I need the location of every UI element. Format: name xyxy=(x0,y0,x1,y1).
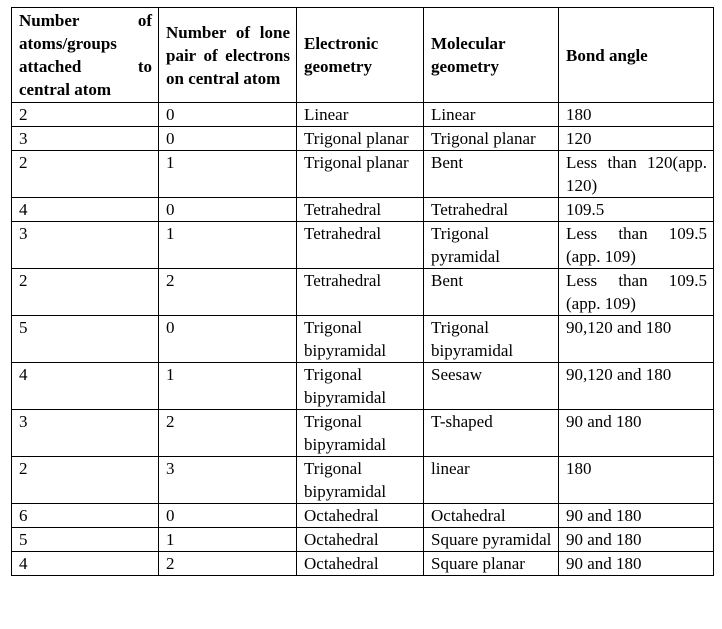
cell-atoms: 5 xyxy=(12,316,159,363)
table-row xyxy=(12,363,714,410)
header-molecular-geometry: Molecular geometry xyxy=(424,8,559,103)
cell-molecular-geometry: Trigonal bipyramidal xyxy=(424,316,559,363)
cell-atoms: 4 xyxy=(12,552,159,576)
cell-bond-angle: 120 xyxy=(559,127,714,151)
cell-bond-angle: 90 and 180 xyxy=(559,552,714,576)
cell-atoms: 3 xyxy=(12,410,159,457)
cell-molecular-geometry: Octahedral xyxy=(424,504,559,528)
cell-molecular-geometry: Trigonal planar xyxy=(424,127,559,151)
cell-atoms: 3 xyxy=(12,222,159,269)
table-row xyxy=(12,528,714,552)
table-row xyxy=(12,127,714,151)
cell-lone-pairs: 0 xyxy=(159,316,297,363)
cell-bond-angle: 90 and 180 xyxy=(559,504,714,528)
cell-electronic-geometry: Trigonal bipyramidal xyxy=(297,363,424,410)
cell-bond-angle: 180 xyxy=(559,103,714,127)
cell-electronic-geometry: Trigonal planar xyxy=(297,151,424,198)
cell-lone-pairs: 3 xyxy=(159,457,297,504)
cell-lone-pairs: 0 xyxy=(159,103,297,127)
cell-electronic-geometry: Tetrahedral xyxy=(297,269,424,316)
cell-molecular-geometry: Square pyramidal xyxy=(424,528,559,552)
cell-atoms: 2 xyxy=(12,151,159,198)
cell-molecular-geometry: Bent xyxy=(424,151,559,198)
cell-bond-angle: 90,120 and 180 xyxy=(559,363,714,410)
header-atoms-attached: Number of atoms/groups attached to central atom xyxy=(12,8,159,103)
cell-bond-angle: Less than 109.5 (app. 109) xyxy=(559,222,714,269)
cell-atoms: 2 xyxy=(12,269,159,316)
cell-electronic-geometry: Octahedral xyxy=(297,552,424,576)
table-row xyxy=(12,504,714,528)
cell-electronic-geometry: Tetrahedral xyxy=(297,222,424,269)
cell-lone-pairs: 2 xyxy=(159,552,297,576)
header-electronic-geometry: Electronic geometry xyxy=(297,8,424,103)
cell-atoms: 6 xyxy=(12,504,159,528)
table-row xyxy=(12,222,714,269)
vsepr-geometry-table xyxy=(11,7,714,576)
cell-molecular-geometry: Bent xyxy=(424,269,559,316)
cell-atoms: 5 xyxy=(12,528,159,552)
table-row xyxy=(12,151,714,198)
table-row xyxy=(12,198,714,222)
cell-molecular-geometry: Tetrahedral xyxy=(424,198,559,222)
cell-lone-pairs: 1 xyxy=(159,528,297,552)
cell-molecular-geometry: linear xyxy=(424,457,559,504)
cell-lone-pairs: 0 xyxy=(159,127,297,151)
cell-atoms: 4 xyxy=(12,363,159,410)
cell-lone-pairs: 0 xyxy=(159,504,297,528)
cell-bond-angle: 90 and 180 xyxy=(559,410,714,457)
cell-bond-angle: 109.5 xyxy=(559,198,714,222)
table-row xyxy=(12,552,714,576)
cell-atoms: 2 xyxy=(12,457,159,504)
cell-atoms: 4 xyxy=(12,198,159,222)
cell-electronic-geometry: Octahedral xyxy=(297,528,424,552)
cell-bond-angle: Less than 120(app. 120) xyxy=(559,151,714,198)
cell-lone-pairs: 2 xyxy=(159,269,297,316)
table-row xyxy=(12,316,714,363)
cell-molecular-geometry: Seesaw xyxy=(424,363,559,410)
cell-molecular-geometry: T-shaped xyxy=(424,410,559,457)
cell-electronic-geometry: Trigonal bipyramidal xyxy=(297,316,424,363)
cell-bond-angle: 90 and 180 xyxy=(559,528,714,552)
table-row xyxy=(12,410,714,457)
cell-electronic-geometry: Tetrahedral xyxy=(297,198,424,222)
cell-bond-angle: 90,120 and 180 xyxy=(559,316,714,363)
table-row xyxy=(12,269,714,316)
cell-electronic-geometry: Trigonal bipyramidal xyxy=(297,410,424,457)
header-bond-angle: Bond angle xyxy=(559,8,714,103)
header-row xyxy=(12,8,714,103)
cell-bond-angle: Less than 109.5 (app. 109) xyxy=(559,269,714,316)
cell-atoms: 3 xyxy=(12,127,159,151)
cell-molecular-geometry: Square planar xyxy=(424,552,559,576)
table-row xyxy=(12,103,714,127)
header-lone-pairs: Number of lone pair of electrons on central atom xyxy=(159,8,297,103)
cell-electronic-geometry: Trigonal bipyramidal xyxy=(297,457,424,504)
geometry-table-wrapper xyxy=(11,7,714,576)
cell-lone-pairs: 1 xyxy=(159,222,297,269)
cell-bond-angle: 180 xyxy=(559,457,714,504)
cell-atoms: 2 xyxy=(12,103,159,127)
cell-lone-pairs: 1 xyxy=(159,151,297,198)
cell-electronic-geometry: Trigonal planar xyxy=(297,127,424,151)
cell-lone-pairs: 1 xyxy=(159,363,297,410)
cell-electronic-geometry: Linear xyxy=(297,103,424,127)
cell-lone-pairs: 2 xyxy=(159,410,297,457)
cell-molecular-geometry: Trigonal pyramidal xyxy=(424,222,559,269)
table-row xyxy=(12,457,714,504)
cell-molecular-geometry: Linear xyxy=(424,103,559,127)
cell-lone-pairs: 0 xyxy=(159,198,297,222)
cell-electronic-geometry: Octahedral xyxy=(297,504,424,528)
